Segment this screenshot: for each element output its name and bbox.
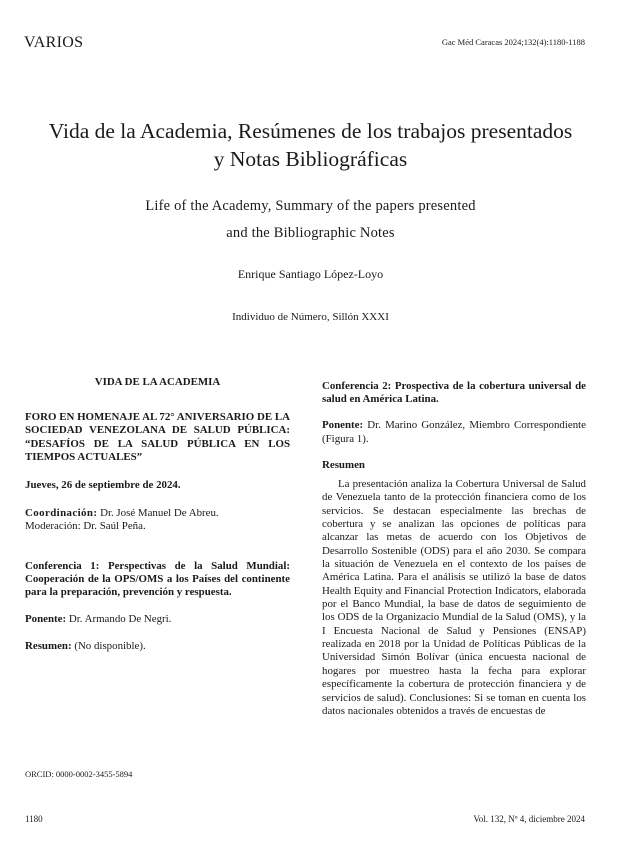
section-heading: VIDA DE LA ACADEMIA [94, 376, 221, 388]
speaker-label: Ponente: [25, 613, 67, 626]
journal-reference: Gac Méd Caracas 2024;132(4):1180-1188 [441, 37, 585, 47]
conference-1-speaker [25, 613, 290, 626]
event-date: Jueves, 26 de septiembre de 2024. [25, 479, 181, 492]
issue-info: Vol. 132, Nº 4, diciembre 2024 [473, 814, 585, 824]
coordination [25, 507, 290, 520]
english-title-line-1: Life of the Academy, Summary of the papers presented [145, 198, 476, 214]
speaker-value: Dr. Armando De Negri. [66, 613, 172, 626]
coordination-label: Coordinación: [25, 507, 98, 520]
conference-2-title: Conferencia 2: Prospectiva de la cobertura universal de salud en América Latina. [322, 380, 586, 406]
conference-2-speaker [322, 419, 586, 445]
moderation: Moderación: Dr. Saúl Peña. [25, 520, 146, 533]
article-title-line-2: y Notas Bibliográficas [213, 147, 408, 171]
right-column [322, 380, 586, 718]
speaker-value: Dr. Marino González, Miembro Correspondiente (Figura 1). [322, 419, 586, 445]
conference-1-title: Conferencia 1: Perspectivas de la Salud Mundial: Cooperación de la OPS/OMS a los Países del continente para la preparación, prevención y respuesta. [25, 559, 290, 599]
english-title [0, 193, 621, 247]
article-title [0, 117, 621, 173]
forum-title: FORO EN HOMENAJE AL 72° ANIVERSARIO DE LA SOCIEDAD VENEZOLANA DE SALUD PÚBLICA: “DESAFÍOS DE LA SALUD PÚBLICA EN LOS TIEMPOS ACTUALES” [25, 411, 290, 463]
left-column [25, 376, 290, 654]
summary-label: Resumen: [25, 640, 72, 653]
english-title-line-2: and the Bibliographic Notes [226, 225, 395, 241]
summary-value: (No disponible). [71, 640, 146, 653]
summary-body: La presentación analiza la Cobertura Universal de Salud de Venezuela tanto de la protección financiera como de los servicios. Se destacan especialmente las brechas de cobertura y se analizan las opciones de políticas para alcanzar las metas de acuerdo con los Objetivos de Desarrollo Sostenible (ODS) para el año 2030. Se compara la situación de Venezuela en el contexto de los países de América Latina. Para el análisis se utilizó la base de datos Health Equity and Financial Protection Indicators, elaborada por el Banco Mundial, la base de datos de seguimiento de los ODS de la Organizacio Mundial de la Salud (OMS), y la I Encuesta Nacional de Salud y Pensiones (ENSAP) realizada en 2018 por la Unidad de Políticas Públicas de la Universidad Simón Bolívar (única encuesta nacional de hogares por muestreo hasta la fecha para explorar específicamente la cobertura de protección financiera y de servicios de salud). Conclusiones: Si se toman en cuenta los datos nacionales obtenidos a través de encuestas de [322, 478, 587, 717]
summary-heading: Resumen [322, 458, 365, 471]
author-name: Enrique Santiago López-Loyo [237, 267, 384, 281]
speaker-label: Ponente: [322, 419, 364, 432]
page-number: 1180 [25, 814, 43, 824]
author-affiliation: Individuo de Número, Sillón XXXI [232, 311, 389, 323]
coordination-value: Dr. José Manuel De Abreu. [97, 507, 219, 520]
article-title-line-1: Vida de la Academia, Resúmenes de los trabajos presentados [48, 119, 573, 143]
section-label: VARIOS [24, 34, 84, 51]
conference-1-summary [25, 640, 290, 653]
orcid-id: ORCID: 0000-0002-3455-5894 [25, 769, 133, 779]
